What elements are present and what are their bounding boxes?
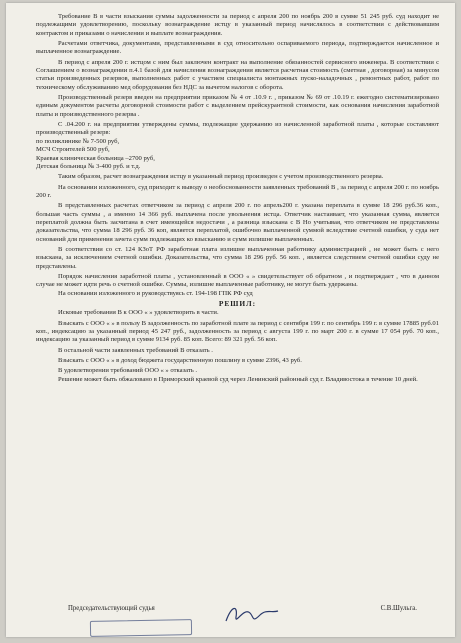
judge-name: С.В.Шульга. [380,605,417,612]
paragraph: В остальной части заявленных требований В отказать . [58,346,213,354]
paragraph: Краевая клиническая больница –2700 руб, [36,154,155,162]
paragraph: В период с апреля 200 г. истцом с ним был заключен контракт на выполнение обязанностей сервисного инженера. В соответствии с Соглашением о вознаграждении п.4.1 базой для начисления вознаграждения является расчетная стоимость (сметная , договорная) за минусом статьи произведенных резервов, выполненных работ с участием специалиста монтажных пуско-наладочных , ремонтных работ, работ по техническому обслуживанию мед оборудования без НДС за вычетом налогов с оборота. [36,58,439,91]
document-body [36,13,439,384]
paragraph: МСЧ Строителей 500 руб, [36,146,110,154]
paragraph: Порядок начисления заработной платы , установленный в ООО « » свидетельствует об обратном , и подтверждает , что в данном случае не может идти речь о счетной ошибке. Суммы, излишне выплаченные работнику, не могут быть удержаны. [36,272,439,289]
paragraph: В представленных расчетах ответчиком за период с апреля 200 г. по апрель200 г. указана переплата в сумме 18 296 руб.36 коп., большая часть суммы , а именно 14 366 руб. выплачена после увольнения истца. Ответчик настаивает, что указанная сумма, является переплатой должна быть засчитана в счет имеющейся недостачи , а разница взыскана с В Но учитывая, что ответчиком не представлены доказательства, что сумма 18 296 руб. 36 коп, является переплатой, ошибочно выплаченной суммой вследствие счетной ошибки, у суда нет оснований для применения зачета сумм подлежащих ко взысканию и сумм излишне выплаченных. [36,202,439,243]
paragraph: Производственный резерв введен на предприятии приказом № 4 от .10.9 г. , приказом № 69 от .10.19 г. ежегодно систематизировано единым документом расчеты договорной стоимости работ с выделением прейскурантной стоимости, как основания начисления заработной платы и производственного резерва . [36,94,439,118]
paragraph: Таким образом, расчет вознаграждения истцу в указанный период произведен с учетом производственного резерва. [58,173,384,181]
paragraph: Решение может быть обжаловано в Приморский краевой суд через Ленинский районный суд г. Владивостока в течение 10 дней. [58,375,418,383]
paragraph: Взыскать с ООО « » в доход бюджета государственную пошлину в сумме 2396, 43 руб. [58,357,302,365]
document-page [6,3,455,637]
paragraph: Расчетами ответчика, документами, представленными в суд относительно оспариваемого периода, подтверждается начисленное и выплаченное вознаграждение. [36,40,439,56]
paragraph: Требование В в части взыскания суммы задолженности за период с апреля 200 по ноябрь 200 в сумме 51 245 руб. суд находит не подлежащими удовлетворению, поскольку вознаграждение истцу в указанный период начислялось в соответствии с действовавшим контрактом и приказами о начислении и выплате вознаграждения. [36,13,439,37]
judge-role: Председательствующий судья [68,605,155,612]
paragraph: С .04.200 г. на предприятии утверждены суммы, подлежащие удержанию из начисленной заработной платы , которые составляют производственный резерв: [36,121,439,137]
paragraph: Детская больница № 3-400 руб. и т.д. [36,162,141,170]
paragraph: Исковые требования В к ООО « » удовлетворить в части. [58,309,219,317]
paragraph: В удовлетворении требований ООО « » отказать . [58,367,198,375]
court-stamp [90,619,192,637]
paragraph: В соответствии со ст. 124 КЗоТ РФ заработная плата излишне выплаченная работнику администрацией , не может быть с него взыскана, за исключением счетной ошибки. Доказательства, что сумма 18 296 руб. 56 коп. , является следствием счетной ошибки суду не представлены. [36,245,439,270]
paragraph: На основании изложенного, суд приходит к выводу о необоснованности заявленных требований В , за период с апреля 200 г. по ноябрь 200 г. [36,183,439,199]
paragraph: по поликлинике № 7-500 руб, [36,137,120,145]
paragraph: Взыскать с ООО « » в пользу В задолженность по заработной плате за период с сентября 199 г. по сентябрь 199 г. в сумме 17885 руб.01 коп., индексацию за указанный период 45 247 руб., задолженность за период с августа 199 г. по март 200 г. в сумме 17 054 руб. 70 коп., индексацию за указанный период в сумме 9134 руб. 85 коп. Всего: 89 321 руб. 56 коп. [36,319,439,344]
decision-heading: РЕШИЛ: [218,299,257,308]
paragraph: На основании изложенного и руководствуясь ст. 194-198 ГПК РФ суд [58,289,253,297]
handwritten-signature [222,601,282,629]
